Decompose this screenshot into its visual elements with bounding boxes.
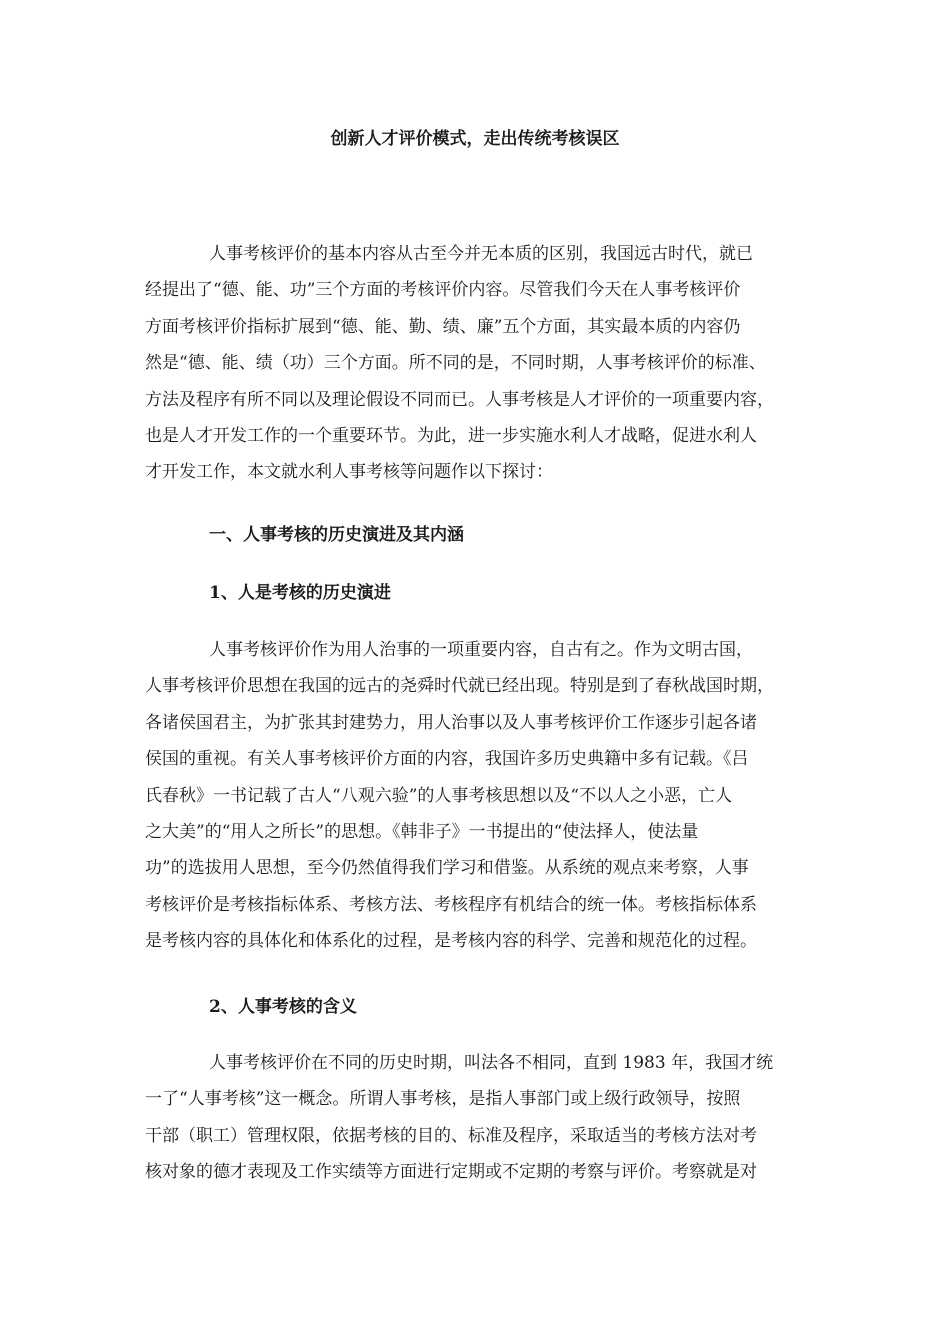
paragraph-line: 之大美”的“用人之所长”的思想。《韩非子》一书提出的“使法择人，使法量 — [145, 821, 699, 842]
paragraph-line: 方法及程序有所不同以及理论假设不同而已。人事考核是人才评价的一项重要内容， — [145, 389, 774, 410]
paragraph-line: 考核评价是考核指标体系、考核方法、考核程序有机结合的统一体。考核指标体系 — [145, 894, 757, 915]
paragraph-line: 干部（职工）管理权限，依据考核的目的、标准及程序，采取适当的考核方法对考 — [145, 1125, 757, 1146]
paragraph-line: 方面考核评价指标扩展到“德、能、勤、绩、廉”五个方面，其实最本质的内容仍 — [145, 316, 741, 337]
paragraph-line: 一了“人事考核”这一概念。所谓人事考核，是指人事部门或上级行政领导，按照 — [145, 1089, 741, 1110]
paragraph-line: 人事考核评价的基本内容从古至今并无本质的区别，我国远古时代，就已 — [209, 244, 753, 264]
paragraph-line: 然是“德、能、绩（功）三个方面。所不同的是，不同时期，人事考核评价的标准、 — [145, 353, 766, 374]
paragraph-line: 氏春秋》一书记载了古人“八观六验”的人事考核思想以及“不以人之小恶，亡人 — [145, 785, 733, 806]
paragraph-intro — [145, 236, 807, 491]
paragraph-line: 人事考核评价作为用人治事的一项重要内容，自古有之。作为文明古国， — [209, 640, 753, 660]
paragraph-line: 人事考核评价在不同的历史时期，叫法各不相同，直到 1983 年，我国才统 — [209, 1053, 774, 1073]
document-title: 创新人才评价模式，走出传统考核误区 — [330, 129, 620, 149]
paragraph-definition — [145, 1045, 807, 1191]
paragraph-history — [145, 632, 807, 960]
paragraph-line: 是考核内容的具体化和体系化的过程，是考核内容的科学、完善和规范化的过程。 — [145, 931, 757, 952]
subsection-heading: 2、人事考核的含义 — [209, 997, 357, 1017]
paragraph-line: 功”的选拔用人思想，至今仍然值得我们学习和借鉴。从系统的观点来考察，人事 — [145, 858, 749, 879]
paragraph-line: 经提出了“德、能、功”三个方面的考核评价内容。尽管我们今天在人事考核评价 — [145, 280, 741, 301]
paragraph-line: 也是人才开发工作的一个重要环节。为此，进一步实施水利人才战略，促进水利人 — [145, 425, 757, 446]
paragraph-line: 核对象的德才表现及工作实绩等方面进行定期或不定期的考察与评价。考察就是对 — [145, 1162, 757, 1183]
paragraph-line: 人事考核评价思想在我国的远古的尧舜时代就已经出现。特别是到了春秋战国时期， — [145, 676, 774, 697]
paragraph-line: 才开发工作，本文就水利人事考核等问题作以下探讨： — [145, 462, 553, 483]
paragraph-line: 各诸侯国君主，为扩张其封建势力，用人治事以及人事考核评价工作逐步引起各诸 — [145, 712, 757, 733]
section-heading: 一、人事考核的历史演进及其内涵 — [209, 525, 464, 545]
subsection-heading: 1、人是考核的历史演进 — [209, 583, 391, 603]
paragraph-line: 侯国的重视。有关人事考核评价方面的内容，我国许多历史典籍中多有记载。《吕 — [145, 749, 749, 770]
